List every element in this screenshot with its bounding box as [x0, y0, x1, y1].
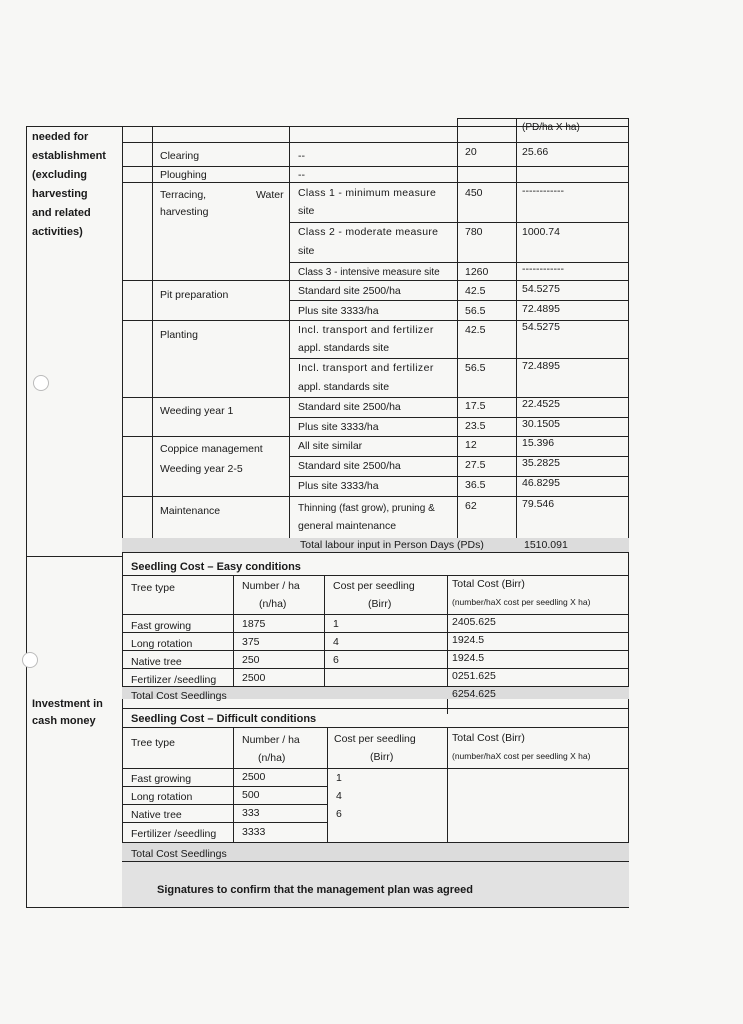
difficult-header-number: Number / ha	[242, 734, 300, 746]
total-weeding-2-5-standard: 35.2825	[522, 457, 560, 469]
easy-header-cost-b: (Birr)	[368, 598, 392, 610]
row-line	[122, 632, 629, 633]
labour-section-label: needed for establishment (excluding harvesting and related activities)	[32, 131, 106, 238]
row-line	[122, 575, 629, 576]
difficult-type-fast-growing: Fast growing	[131, 773, 192, 785]
total-class2: 1000.74	[522, 226, 560, 238]
easy-type-fertilizer: Fertilizer /seedling	[131, 674, 217, 686]
row-line	[122, 786, 327, 787]
site-class1: Class 1 - minimum measure	[298, 187, 437, 199]
labour-col-4	[516, 118, 517, 538]
difficult-cost-long-rotation: 4	[336, 790, 342, 802]
labour-total-value: 1510.091	[524, 539, 568, 551]
row-line	[122, 142, 628, 143]
site-class2-b: site	[298, 245, 315, 257]
pd-pit-plus: 56.5	[465, 305, 486, 317]
easy-number-native-tree: 250	[242, 654, 260, 666]
easy-col-2	[324, 575, 325, 687]
easy-total-fertilizer: 0251.625	[452, 670, 496, 682]
difficult-col-2	[327, 727, 328, 843]
difficult-number-long-rotation: 500	[242, 789, 260, 801]
row-line	[122, 280, 628, 281]
activity-pit-preparation: Pit preparation	[160, 289, 229, 301]
total-weeding-1-plus: 30.1505	[522, 418, 560, 430]
row-line	[122, 614, 629, 615]
labour-header-top	[457, 118, 629, 119]
total-class3: ------------	[522, 263, 564, 275]
total-planting-2: 72.4895	[522, 360, 560, 372]
pd-weeding-2-5-plus: 36.5	[465, 479, 486, 491]
pd-planting-2: 56.5	[465, 362, 486, 374]
site-weeding-2-5-plus: Plus site 3333/ha	[298, 480, 379, 492]
row-line	[122, 822, 327, 823]
site-maintenance: Thinning (fast grow), pruning &	[298, 503, 435, 514]
site-maintenance-b: general maintenance	[298, 520, 397, 532]
easy-title: Seedling Cost – Easy conditions	[131, 561, 301, 573]
easy-header-number: Number / ha	[242, 580, 300, 592]
pd-planting-1: 42.5	[465, 324, 486, 336]
activity-weeding-2-5: Weeding year 2-5	[160, 463, 243, 475]
row-line	[289, 358, 628, 359]
labour-col-3	[457, 118, 458, 538]
total-pit-standard: 54.5275	[522, 283, 560, 295]
difficult-number-native-tree: 333	[242, 807, 260, 819]
difficult-col-3	[447, 727, 448, 843]
easy-cost-native-tree: 6	[333, 654, 339, 666]
difficult-cost-native-tree: 6	[336, 808, 342, 820]
row-line	[289, 262, 628, 263]
row-line	[289, 456, 628, 457]
table-left-border	[26, 126, 27, 908]
pd-class2: 780	[465, 226, 483, 238]
pd-weeding-1-standard: 17.5	[465, 400, 486, 412]
section-separator	[26, 556, 122, 557]
easy-total-fast-growing: 2405.625	[452, 616, 496, 628]
row-line	[122, 496, 628, 497]
punch-hole-icon	[33, 375, 49, 391]
row-line	[289, 417, 628, 418]
difficult-header-total-b: (number/haX cost per seedling X ha)	[452, 751, 591, 761]
easy-header-number-b: (n/ha)	[259, 598, 287, 610]
row-line	[122, 768, 629, 769]
easy-header-total: Total Cost (Birr)	[452, 578, 525, 590]
row-line	[289, 222, 628, 223]
difficult-total-label: Total Cost Seedlings	[131, 848, 227, 860]
difficult-header-cost-b: (Birr)	[370, 751, 394, 763]
easy-total-label: Total Cost Seedlings	[131, 690, 227, 702]
site-class1-b: site	[298, 205, 315, 217]
row-line	[122, 727, 629, 728]
labour-total-label: Total labour input in Person Days (PDs)	[300, 539, 484, 551]
row-line	[122, 804, 327, 805]
row-line	[122, 650, 629, 651]
site-planting-1-b: appl. standards site	[298, 342, 390, 354]
row-line	[122, 708, 629, 709]
easy-header-tree-type: Tree type	[131, 582, 175, 594]
pd-maintenance: 62	[465, 500, 477, 512]
difficult-header-tree-type: Tree type	[131, 737, 175, 749]
total-planting-1: 54.5275	[522, 321, 560, 333]
total-class1: ------------	[522, 185, 564, 197]
activity-ploughing: Ploughing	[160, 169, 207, 181]
punch-hole-icon	[22, 652, 38, 668]
total-pit-plus: 72.4895	[522, 303, 560, 315]
pd-coppice: 12	[465, 439, 477, 451]
site-class2: Class 2 - moderate measure	[298, 226, 439, 238]
signatures-label: Signatures to confirm that the management plan was agreed	[157, 884, 474, 896]
pd-class3: 1260	[465, 266, 489, 278]
activity-maintenance: Maintenance	[160, 505, 221, 517]
difficult-header-number-b: (n/ha)	[258, 752, 286, 764]
easy-type-long-rotation: Long rotation	[131, 638, 193, 650]
activity-planting: Planting	[160, 329, 198, 341]
labour-total-header: (PD/ha X ha)	[522, 122, 580, 133]
easy-number-long-rotation: 375	[242, 636, 260, 648]
easy-total-long-rotation: 1924.5	[452, 634, 485, 646]
row-line	[289, 300, 628, 301]
site-planting-1: Incl. transport and fertilizer	[298, 324, 434, 336]
activity-terracing-water: Water	[256, 189, 284, 201]
site-weeding-1-plus: Plus site 3333/ha	[298, 421, 379, 433]
pd-class1: 450	[465, 187, 483, 199]
easy-col-1	[233, 575, 234, 687]
investment-section-label: Investment in cash money	[32, 698, 103, 727]
pd-weeding-2-5-standard: 27.5	[465, 459, 486, 471]
pd-clearing: 20	[465, 146, 477, 158]
pd-pit-standard: 42.5	[465, 285, 486, 297]
pd-weeding-1-plus: 23.5	[465, 420, 486, 432]
easy-number-fast-growing: 1875	[242, 618, 266, 630]
activity-terracing: Terracing,	[160, 189, 207, 201]
easy-type-native-tree: Native tree	[131, 656, 182, 668]
site-ploughing: --	[298, 169, 305, 181]
row-line	[122, 182, 628, 183]
activity-weeding-1: Weeding year 1	[160, 405, 234, 417]
difficult-type-fertilizer: Fertilizer /seedling	[131, 828, 217, 840]
total-clearing: 25.66	[522, 146, 549, 158]
easy-total-native-tree: 1924.5	[452, 652, 485, 664]
site-coppice: All site similar	[298, 440, 363, 452]
row-line	[122, 166, 628, 167]
total-maintenance: 79.546	[522, 498, 555, 510]
difficult-type-native-tree: Native tree	[131, 809, 182, 821]
labour-col-1	[152, 126, 153, 538]
difficult-number-fast-growing: 2500	[242, 771, 266, 783]
easy-cost-long-rotation: 4	[333, 636, 339, 648]
site-clearing: --	[298, 150, 305, 162]
easy-cost-fast-growing: 1	[333, 618, 339, 630]
site-pit-standard: Standard site 2500/ha	[298, 285, 401, 297]
difficult-header-cost: Cost per seedling	[334, 733, 416, 745]
difficult-header-total: Total Cost (Birr)	[452, 732, 525, 744]
easy-number-fertilizer: 2500	[242, 672, 266, 684]
easy-total-value: 6254.625	[452, 688, 496, 700]
site-class3: Class 3 - intensive measure site	[298, 267, 440, 278]
easy-header-total-b: (number/haX cost per seedling X ha)	[452, 597, 591, 607]
activity-terracing-harvesting: harvesting	[160, 206, 209, 218]
activity-coppice: Coppice management	[160, 443, 263, 455]
total-weeding-2-5-plus: 46.8295	[522, 477, 560, 489]
total-coppice: 15.396	[522, 437, 555, 449]
easy-header-cost: Cost per seedling	[333, 580, 415, 592]
difficult-type-long-rotation: Long rotation	[131, 791, 193, 803]
table-bottom-border	[26, 907, 629, 908]
site-weeding-2-5-standard: Standard site 2500/ha	[298, 460, 401, 472]
difficult-col-1	[233, 727, 234, 843]
difficult-number-fertilizer: 3333	[242, 826, 266, 838]
activity-clearing: Clearing	[160, 150, 200, 162]
difficult-cost-fast-growing: 1	[336, 772, 342, 784]
section-divider	[122, 126, 123, 908]
table-right-border	[628, 118, 629, 908]
total-weeding-1-standard: 22.4525	[522, 398, 560, 410]
site-pit-plus: Plus site 3333/ha	[298, 305, 379, 317]
row-line	[122, 668, 629, 669]
site-weeding-1-standard: Standard site 2500/ha	[298, 401, 401, 413]
row-line	[289, 476, 628, 477]
site-planting-2-b: appl. standards site	[298, 381, 390, 393]
site-planting-2: Incl. transport and fertilizer	[298, 362, 434, 374]
easy-type-fast-growing: Fast growing	[131, 620, 192, 632]
difficult-title: Seedling Cost – Difficult conditions	[131, 713, 317, 725]
row-line	[122, 552, 629, 553]
